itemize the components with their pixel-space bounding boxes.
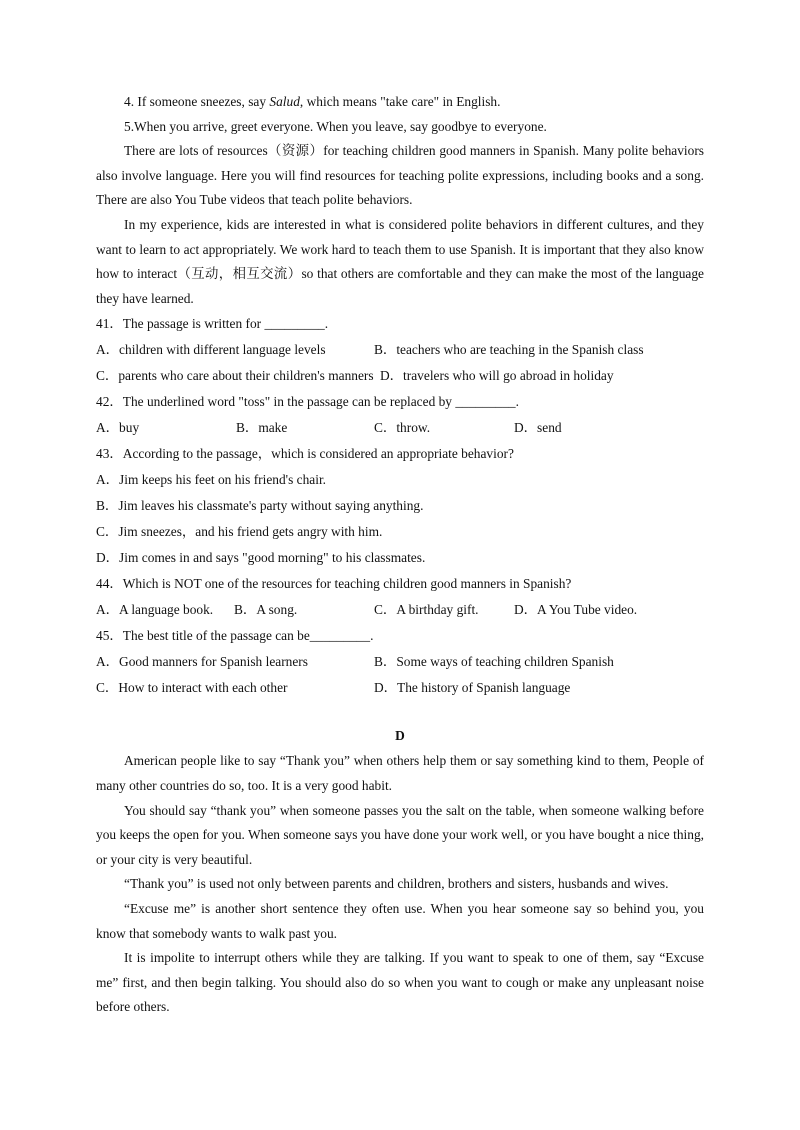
question-41: 41．The passage is written for _________. xyxy=(96,316,329,332)
question-43: 43．According to the passage，which is considered an appropriate behavior? xyxy=(96,446,514,462)
option-41-b[interactable]: B．teachers who are teaching in the Spanish class xyxy=(374,342,644,358)
option-43-c[interactable]: C．Jim sneezes，and his friend gets angry with him. xyxy=(96,524,383,540)
option-45-a[interactable]: A．Good manners for Spanish learners xyxy=(96,654,308,670)
option-45-b[interactable]: B．Some ways of teaching children Spanish xyxy=(374,654,614,670)
list-item-4-italic: Salud xyxy=(269,94,300,109)
question-41-options-row1 xyxy=(96,337,704,363)
question-42-options xyxy=(96,415,704,441)
option-41-d[interactable]: D．travelers who will go abroad in holiday xyxy=(380,368,614,384)
list-item-5: 5.When you arrive, greet everyone. When you leave, say goodbye to everyone. xyxy=(124,118,547,134)
option-45-c[interactable]: C．How to interact with each other xyxy=(96,680,288,696)
document-page xyxy=(96,90,704,1020)
section-d-paragraph-1: American people like to say “Thank you” when others help them or say something kind to them, People of many other countries do so, too. It is a very good habit. xyxy=(96,753,704,793)
question-44: 44．Which is NOT one of the resources for teaching children good manners in Spanish? xyxy=(96,576,572,592)
option-45-d[interactable]: D．The history of Spanish language xyxy=(374,680,571,696)
option-43-a[interactable]: A．Jim keeps his feet on his friend's chair. xyxy=(96,472,327,488)
list-item-4 xyxy=(96,90,704,115)
list-item-4-text: 4. If someone sneezes, say xyxy=(124,94,270,109)
list-item-4-text-end: , which means "take care" in English. xyxy=(299,94,501,109)
option-43-d[interactable]: D．Jim comes in and says "good morning" to his classmates. xyxy=(96,550,426,566)
question-45-options-row1 xyxy=(96,649,704,675)
option-44-a[interactable]: A．A language book. xyxy=(96,602,214,618)
option-44-c[interactable]: C．A birthday gift. xyxy=(374,602,479,618)
option-41-c[interactable]: C．parents who care about their children's manners xyxy=(96,368,374,384)
question-42: 42．The underlined word "toss" in the passage can be replaced by _________. xyxy=(96,394,519,410)
paragraph-resources: There are lots of resources（资源）for teaching children good manners in Spanish. Many polite behaviors also involve language. Here you will find resources for teaching polite expressions, including books and a song. There are also You Tube videos that teach polite behaviors. xyxy=(96,143,704,208)
section-d-paragraph-4: “Excuse me” is another short sentence they often use. When you hear someone say so behind you, you know that somebody wants to walk past you. xyxy=(96,900,704,941)
paragraph-experience: In my experience, kids are interested in what is considered polite behaviors in different cultures, and they want to learn to act appropriately. We work hard to teach them to use Spanish. It is important that they also know how to interact（互动，相互交流）so that others are comfortable and they can make the most of the language they have learned. xyxy=(96,216,704,306)
option-42-c[interactable]: C．throw. xyxy=(374,420,431,436)
option-44-b[interactable]: B．A song. xyxy=(234,602,298,618)
option-41-a[interactable]: A．children with different language levels xyxy=(96,342,326,358)
question-44-options xyxy=(96,597,704,623)
option-43-b[interactable]: B．Jim leaves his classmate's party without saying anything. xyxy=(96,498,424,514)
section-d-paragraph-2: You should say “thank you” when someone passes you the salt on the table, when someone walking before you keeps the open for you. When someone says you have done your work well, or you have bought a nice thing, or your city is very beautiful. xyxy=(96,802,704,867)
option-42-b[interactable]: B．make xyxy=(236,420,288,436)
section-d-heading: D xyxy=(395,728,405,744)
question-41-options-row2 xyxy=(96,363,704,389)
section-d-paragraph-3: “Thank you” is used not only between parents and children, brothers and sisters, husbands and wives. xyxy=(124,876,669,892)
section-d-paragraph-5: It is impolite to interrupt others while they are talking. If you want to speak to one of them, say “Excuse me” first, and then begin talking. You should also do so when you want to cough or make any unpleasant noise before others. xyxy=(96,950,704,1015)
option-42-d[interactable]: D．send xyxy=(514,420,562,436)
option-44-d[interactable]: D．A You Tube video. xyxy=(514,602,638,618)
option-42-a[interactable]: A．buy xyxy=(96,420,140,436)
question-45: 45．The best title of the passage can be_________. xyxy=(96,628,374,644)
question-45-options-row2 xyxy=(96,675,704,701)
